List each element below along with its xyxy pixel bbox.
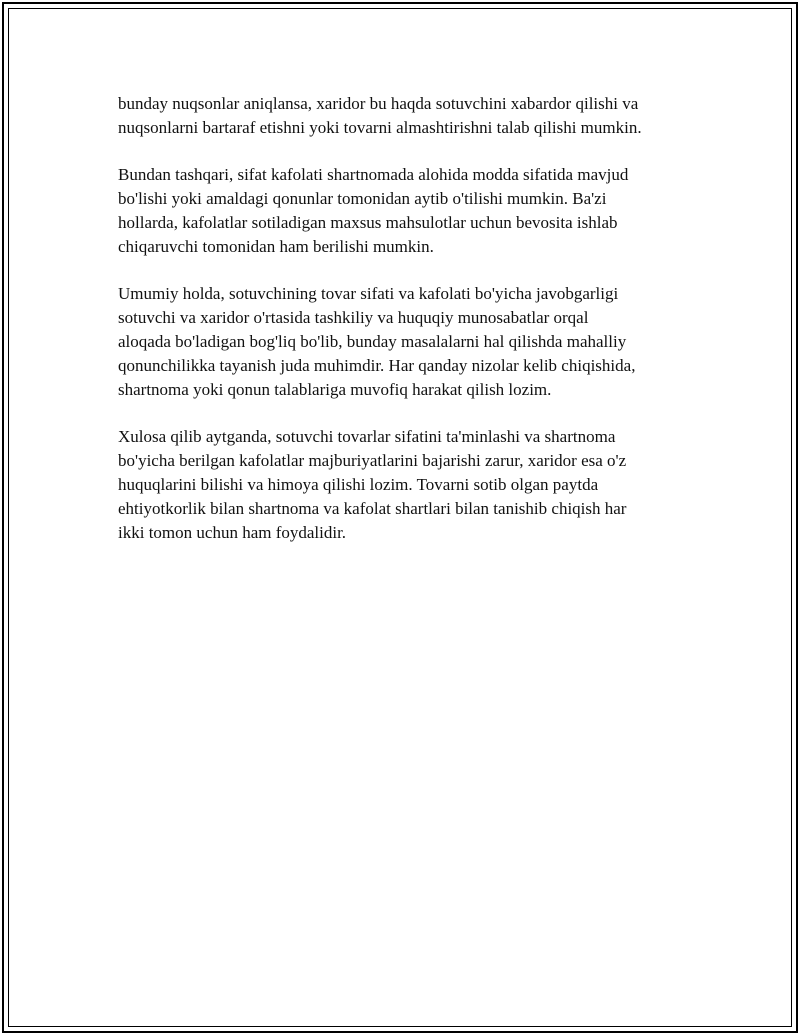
paragraph-quality-guarantee: Bundan tashqari, sifat kafolati shartnomada alohida modda sifatida mavjud bo'lishi yoki amaldagi qonunlar tomonidan aytib o'tilishi mumkin. Ba'zi hollarda, kafolatlar sotiladigan maxsus mahsulotlar uchun bevosita ishlab chiqaruvchi tomonidan ham berilishi mumkin.: [118, 165, 629, 256]
paragraph-conclusion: Xulosa qilib aytganda, sotuvchi tovarlar sifatini ta'minlashi va shartnoma bo'yicha berilgan kafolatlar majburiyatlarini bajarishi zarur, xaridor esa o'z huquqlarini bilishi va himoya qilishi lozim. Tovarni sotib olgan paytda ehtiyotkorlik bilan shartnoma va kafolat shartlari bilan tanishib chiqish har ikki tomon uchun ham foydalidir.: [118, 427, 627, 542]
paragraph-seller-liability: Umumiy holda, sotuvchining tovar sifati va kafolati bo'yicha javobgarligi sotuvchi va xaridor o'rtasida tashkiliy va huquqiy munosabatlar orqal aloqada bo'ladigan bog'liq bo'lib, bunday masalalarni hal qilishda mahalliy qonunchilikka tayanish juda muhimdir. Har qanday nizolar kelib chiqishida, shartnoma yoki qonun talablariga muvofiq harakat qilish lozim.: [118, 284, 636, 399]
document-body: [118, 92, 698, 568]
paragraph-defects-notice: bunday nuqsonlar aniqlansa, xaridor bu haqda sotuvchini xabardor qilishi va nuqsonlarni bartaraf etishni yoki tovarni almashtirishni talab qilishi mumkin.: [118, 94, 642, 137]
